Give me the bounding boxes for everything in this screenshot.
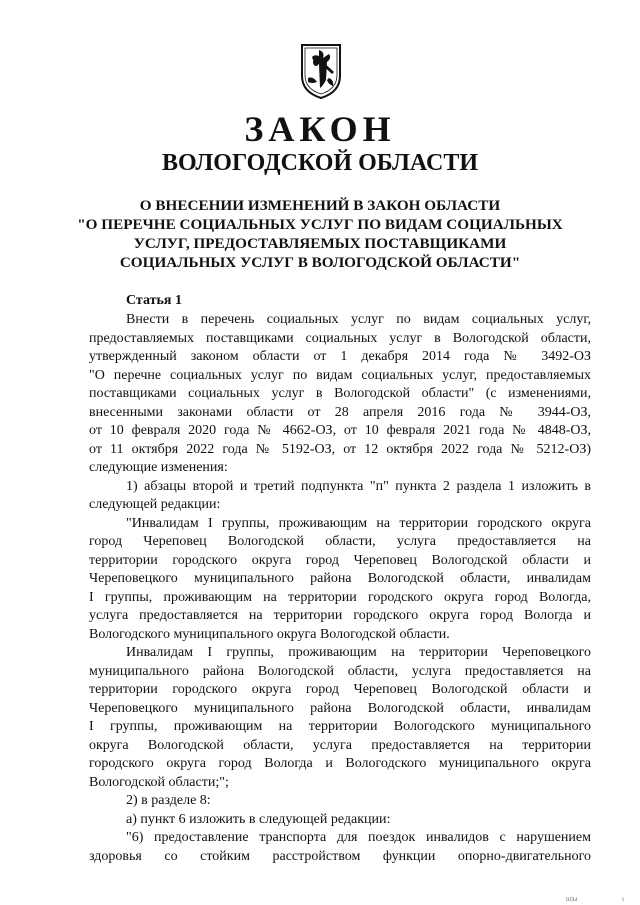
footer-mark: ш|ы (566, 895, 578, 903)
text-line: I группы, проживающим на территории городского округа город Вологда, (89, 589, 591, 605)
text-line: городского округа город Вологда и Вологодского муниципального округа (89, 756, 591, 771)
subtitle-line: О ВНЕСЕНИИ ИЗМЕНЕНИЙ В ЗАКОН ОБЛАСТИ (139, 197, 501, 214)
text-line: следующие изменения: (89, 460, 228, 475)
text-line: поставщиками социальных услуг в Вологодской области" (с изменениями, (89, 386, 591, 401)
text-line: здоровья со стойким расстройством функции опорно-двигательного (89, 848, 591, 864)
document-region: ВОЛОГОДСКОЙ ОБЛАСТИ (161, 150, 479, 176)
text-line: муниципального района Вологодской области, услуга предоставляется на (89, 663, 591, 679)
text-line: территории городского округа город Череповец Вологодской области и (89, 552, 591, 568)
text-line: Вологодской области;"; (89, 774, 229, 790)
text-line: Внести в перечень социальных услуг по видам социальных услуг, (126, 312, 591, 327)
text-line: Вологодского муниципального округа Вологодской области. (89, 626, 450, 642)
text-line: территории городского округа город Череповец Вологодской области и (89, 682, 591, 697)
text-line: от 11 октября 2022 года № 5192-ОЗ, от 12 октября 2022 года № 5212-ОЗ) (89, 441, 591, 457)
footer-mark: ı (622, 895, 624, 903)
text-line: Череповецкого муниципального района Вологодской области, инвалидам (89, 700, 591, 716)
document-subtitle (60, 196, 580, 272)
text-line: а) пункт 6 изложить в следующей редакции: (126, 811, 391, 827)
article-heading: Статья 1 (126, 293, 182, 308)
article-body (89, 311, 591, 866)
text-line: от 10 февраля 2020 года № 4662-ОЗ, от 10 февраля 2021 года № 4848-ОЗ, (89, 423, 591, 438)
text-line: округа Вологодской области, услуга предоставляется на территории (89, 737, 591, 753)
subtitle-line: УСЛУГ, ПРЕДОСТАВЛЯЕМЫХ ПОСТАВЩИКАМИ (133, 235, 507, 252)
subtitle-line: "О ПЕРЕЧНЕ СОЦИАЛЬНЫХ УСЛУГ ПО ВИДАМ СОЦИАЛЬНЫХ (77, 216, 563, 233)
vologda-coat-of-arms-icon (299, 42, 343, 100)
text-line: город Череповец Вологодской области, услуга предоставляется на (89, 534, 591, 549)
text-line: Череповецкого муниципального района Вологодской области, инвалидам (89, 571, 591, 586)
text-line: Инвалидам I группы, проживающим на территории Череповецкого (126, 645, 591, 660)
document-title: ЗАКОН (244, 109, 396, 149)
text-line: "Инвалидам I группы, проживающим на территории городского округа (126, 515, 591, 531)
text-line: услуга предоставляется на территории городского округа город Вологда и (89, 608, 591, 623)
text-line: 1) абзацы второй и третий подпункта "п" пункта 2 раздела 1 изложить в (126, 478, 591, 494)
text-line: внесенными законами области от 28 апреля 2016 года № 3944-ОЗ, (89, 404, 591, 420)
text-line: следующей редакции: (89, 497, 221, 512)
text-line: "О перечне социальных услуг по видам социальных услуг, предоставляемых (89, 367, 591, 383)
text-line: 2) в разделе 8: (126, 793, 211, 808)
text-line: "6) предоставление транспорта для поездок инвалидов с нарушением (126, 830, 591, 845)
text-line: утвержденный законом области от 1 декабря 2014 года № 3492-ОЗ (89, 349, 591, 364)
text-line: I группы, проживающим на территории Вологодского муниципального (89, 719, 591, 734)
subtitle-line: СОЦИАЛЬНЫХ УСЛУГ В ВОЛОГОДСКОЙ ОБЛАСТИ" (119, 254, 521, 271)
text-line: предоставляемых поставщиками социальных услуг в Вологодской области, (89, 330, 591, 346)
